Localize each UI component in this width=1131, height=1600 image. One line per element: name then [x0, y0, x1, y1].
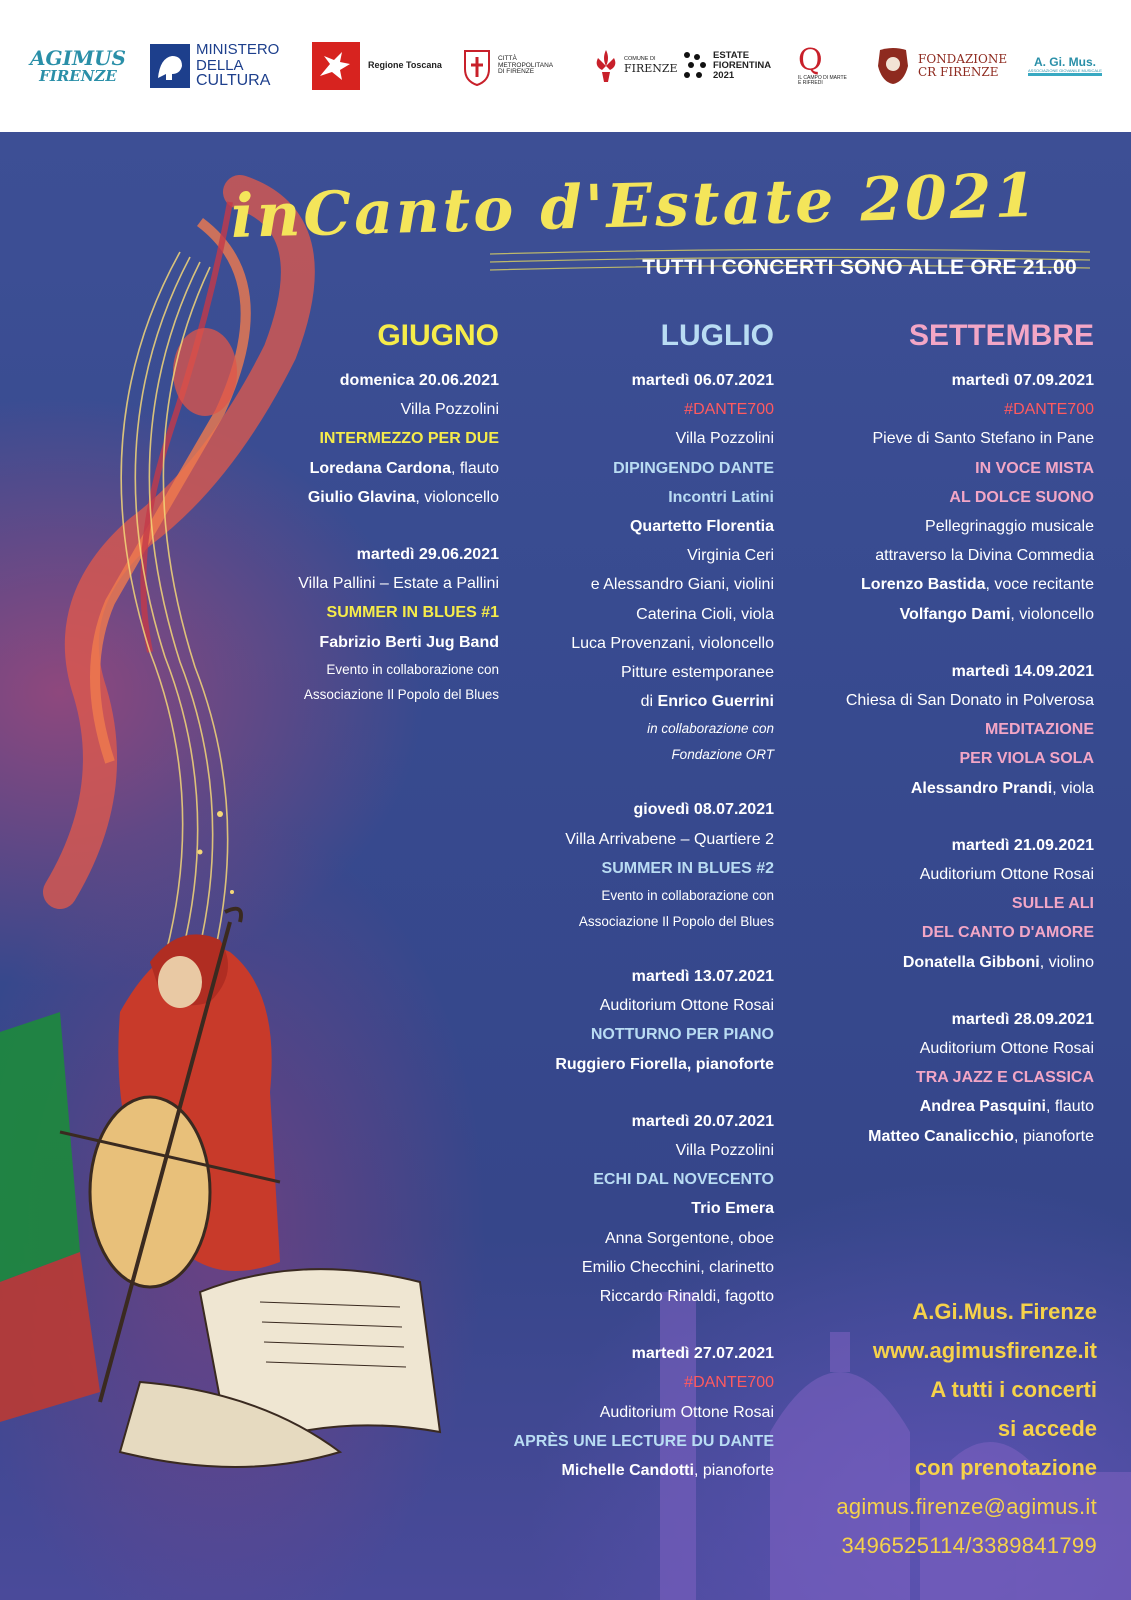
ministero-lion-icon — [150, 44, 190, 88]
event-place: Auditorium Ottone Rosai — [919, 866, 1094, 884]
regione-toscana-logo — [312, 40, 442, 92]
performer-role: , flauto — [1045, 1098, 1094, 1116]
fondazione-cr-firenze-logo — [874, 40, 1007, 92]
event-title: PER VIOLA SOLA — [959, 750, 1094, 768]
event-place: Villa Pozzolini — [675, 1142, 774, 1160]
event-date: martedì 06.07.2021 — [631, 372, 774, 389]
event-title: APRÈS UNE LECTURE DU DANTE — [513, 1432, 774, 1450]
performer-line: Anna Sorgentone, oboe — [604, 1229, 774, 1247]
sponsor-logo-strip — [0, 0, 1131, 132]
event-place: Villa Pozzolini — [675, 430, 774, 448]
agimus-logo-line2: FIRENZE — [39, 66, 117, 85]
quartiere-line2: IL CAMPO DI MARTE — [798, 74, 847, 81]
ensemble-name: Trio Emera — [691, 1200, 774, 1218]
performer-line — [846, 948, 1094, 977]
quartiere-line3: E RIFREDI — [798, 80, 823, 86]
performer-line — [846, 600, 1094, 629]
performer-role: , pianoforte — [1013, 1127, 1094, 1145]
event-date: martedì 28.09.2021 — [951, 1010, 1094, 1028]
event-date: martedì 13.07.2021 — [631, 968, 774, 986]
booking-note: si accede — [997, 1416, 1097, 1441]
comune-firenze-logo — [592, 40, 678, 92]
event-title: TRA JAZZ E CLASSICA — [915, 1069, 1094, 1087]
performer-line — [298, 483, 499, 512]
event-place: Pieve di Santo Stefano in Pane — [872, 430, 1094, 448]
performer-role: , viola — [1052, 779, 1094, 797]
performer-role: , flauto — [450, 459, 499, 477]
comune-line2: FIRENZE — [624, 62, 678, 76]
ensemble-name: Quartetto Florentia — [629, 518, 774, 536]
agimus-small-sub: ASSOCIAZIONE GIOVANILE MUSICALE — [1028, 67, 1102, 73]
event-date: martedì 27.07.2021 — [631, 1345, 774, 1363]
ministero-line1: MINISTERO — [196, 40, 280, 58]
event-place: Auditorium Ottone Rosai — [599, 1403, 774, 1421]
performer-role: , violoncello — [415, 488, 499, 506]
title-text: inCanto d'Estate 2021 — [230, 160, 1041, 252]
performer-name: Michelle Candotti — [561, 1462, 694, 1480]
heading-settembre: SETTEMBRE — [908, 319, 1094, 352]
event-title: ECHI DAL NOVECENTO — [593, 1171, 774, 1189]
event-title: DEL CANTO D'AMORE — [921, 924, 1094, 942]
performer-line — [846, 1122, 1094, 1151]
ministero-cultura-logo — [150, 40, 279, 92]
event-title: NOTTURNO PER PIANO — [590, 1026, 774, 1044]
event-note: in collaborazione con — [647, 721, 774, 737]
event-date: giovedì 08.07.2021 — [633, 801, 774, 819]
ministero-line3: CULTURA — [196, 72, 271, 90]
performer-name: Alessandro Prandi — [910, 779, 1053, 797]
performer-line: e Alessandro Giani, violini — [590, 576, 774, 594]
estate-line2: FIORENTINA — [713, 60, 772, 72]
event-place: Villa Arrivabene – Quartiere 2 — [565, 830, 774, 848]
performer-line — [298, 454, 499, 483]
event-title: SUMMER IN BLUES #2 — [601, 859, 774, 877]
event-place: Auditorium Ottone Rosai — [599, 997, 774, 1015]
citta-line1: CITTÀ — [498, 54, 517, 62]
comune-line1: COMUNE DI — [624, 56, 656, 63]
performer-name: Loredana Cardona — [309, 459, 451, 477]
quartiere-q: Q — [798, 42, 823, 78]
event-hashtag: #DANTE700 — [684, 401, 774, 419]
performer-name: Volfango Dami — [899, 605, 1011, 623]
fondazione-emblem-icon — [874, 46, 912, 86]
website-link[interactable]: www.agimusfirenze.it — [872, 1338, 1097, 1363]
performer-name: Giulio Glavina — [307, 488, 416, 506]
florence-lily-icon — [592, 48, 620, 84]
estate-line1: ESTATE — [713, 50, 750, 62]
event-date: domenica 20.06.2021 — [339, 372, 499, 389]
org-name: A.Gi.Mus. Firenze — [912, 1299, 1097, 1324]
concert-time-subtitle: TUTTI I CONCERTI SONO ALLE ORE 21.00 — [642, 256, 1077, 279]
performer-line: Caterina Cioli, viola — [636, 605, 774, 623]
performer-role: , pianoforte — [693, 1462, 774, 1480]
event-title: IN VOCE MISTA — [975, 459, 1094, 477]
event-place: Chiesa di San Donato in Polverosa — [845, 692, 1094, 710]
event-description: attraverso la Divina Commedia — [875, 547, 1094, 565]
event-date: martedì 29.06.2021 — [356, 546, 499, 564]
citta-metropolitana-logo — [462, 40, 553, 92]
quartiere-logo — [798, 40, 847, 92]
column-settembre — [846, 316, 1094, 1151]
pegasus-icon — [312, 42, 360, 90]
event-place: Villa Pozzolini — [400, 401, 499, 419]
event-date: martedì 20.07.2021 — [631, 1112, 774, 1130]
contact-block — [836, 1292, 1097, 1565]
event-title: SULLE ALI — [1011, 895, 1094, 913]
heading-giugno: GIUGNO — [377, 319, 499, 352]
performer-line: Luca Provenzani, violoncello — [571, 634, 774, 652]
poster — [0, 132, 1131, 1600]
performer-name: Andrea Pasquini — [919, 1098, 1046, 1116]
event-title: INTERMEZZO PER DUE — [319, 430, 499, 448]
event-note: Associazione Il Popolo del Blues — [578, 913, 774, 929]
performer-role: , violoncello — [1010, 605, 1094, 623]
performer-line: Virginia Ceri — [687, 547, 774, 565]
column-giugno — [298, 316, 499, 708]
agimus-logo-line1: AGIMUS — [30, 45, 126, 70]
event-hashtag: #DANTE700 — [1004, 401, 1094, 419]
booking-note: A tutti i concerti — [930, 1377, 1097, 1402]
performer-role: , voce recitante — [985, 576, 1094, 594]
citta-line3: DI FIRENZE — [498, 68, 535, 76]
estate-line3: 2021 — [713, 69, 735, 81]
performer-name: Donatella Gibboni — [902, 953, 1040, 971]
booking-note: con prenotazione — [914, 1455, 1097, 1480]
performer-line — [846, 570, 1094, 599]
performer-role: , violino — [1039, 953, 1094, 971]
event-title: SUMMER IN BLUES #1 — [326, 604, 499, 622]
estate-fiorentina-logo — [683, 40, 771, 92]
event-place: Auditorium Ottone Rosai — [919, 1040, 1094, 1058]
agimus-small-text: A. Gi. Mus. — [1033, 55, 1096, 70]
fondazione-line1: FONDAZIONE — [918, 52, 1008, 67]
performer-line — [846, 774, 1094, 803]
event-note: Evento in collaborazione con — [601, 888, 774, 904]
performer-name: Fabrizio Berti Jug Band — [319, 633, 499, 651]
performer-name: Enrico Guerrini — [657, 693, 774, 711]
performer-name: Matteo Canalicchio — [868, 1127, 1014, 1145]
event-note: Associazione Il Popolo del Blues — [303, 687, 499, 703]
fondazione-line2: CR FIRENZE — [918, 65, 999, 79]
performer-line — [846, 1092, 1094, 1121]
performer-name: Ruggiero Fiorella, pianoforte — [555, 1055, 774, 1073]
performer-line: Emilio Checchini, clarinetto — [581, 1258, 774, 1276]
event-date: martedì 14.09.2021 — [951, 662, 1094, 680]
event-place: Villa Pallini – Estate a Pallini — [298, 575, 499, 593]
event-description: Pellegrinaggio musicale — [925, 518, 1094, 536]
event-title: DIPINGENDO DANTE — [613, 459, 774, 477]
dots-icon — [683, 51, 707, 81]
column-luglio — [514, 316, 774, 1485]
regione-toscana-text: Regione Toscana — [368, 60, 442, 71]
ministero-line2: DELLA — [196, 56, 244, 74]
event-note: Fondazione ORT — [671, 746, 774, 762]
heading-luglio: LUGLIO — [660, 319, 774, 352]
performer-line: Riccardo Rinaldi, fagotto — [599, 1288, 774, 1306]
performer-name: Lorenzo Bastida — [861, 576, 986, 594]
performer-line — [514, 1456, 774, 1485]
event-title: AL DOLCE SUONO — [949, 488, 1094, 506]
email-link[interactable]: agimus.firenze@agimus.it — [836, 1494, 1097, 1519]
event-note: Evento in collaborazione con — [326, 661, 499, 677]
event-title: MEDITAZIONE — [984, 721, 1094, 739]
phone-numbers: 3496525114/3389841799 — [841, 1533, 1097, 1558]
performer-line — [514, 687, 774, 716]
event-date: martedì 07.09.2021 — [951, 372, 1094, 389]
performer-line: Pitture estemporanee — [621, 664, 774, 682]
citta-line2: METROPOLITANA — [498, 61, 554, 69]
event-subtitle: Incontri Latini — [668, 488, 774, 506]
event-hashtag: #DANTE700 — [684, 1374, 774, 1392]
performer-prefix: di — [640, 693, 658, 711]
agimus-firenze-logo — [30, 40, 126, 92]
event-date: martedì 21.09.2021 — [951, 836, 1094, 854]
citta-metropolitana-shield-icon — [462, 45, 492, 87]
agimus-logo-small — [1028, 40, 1102, 92]
